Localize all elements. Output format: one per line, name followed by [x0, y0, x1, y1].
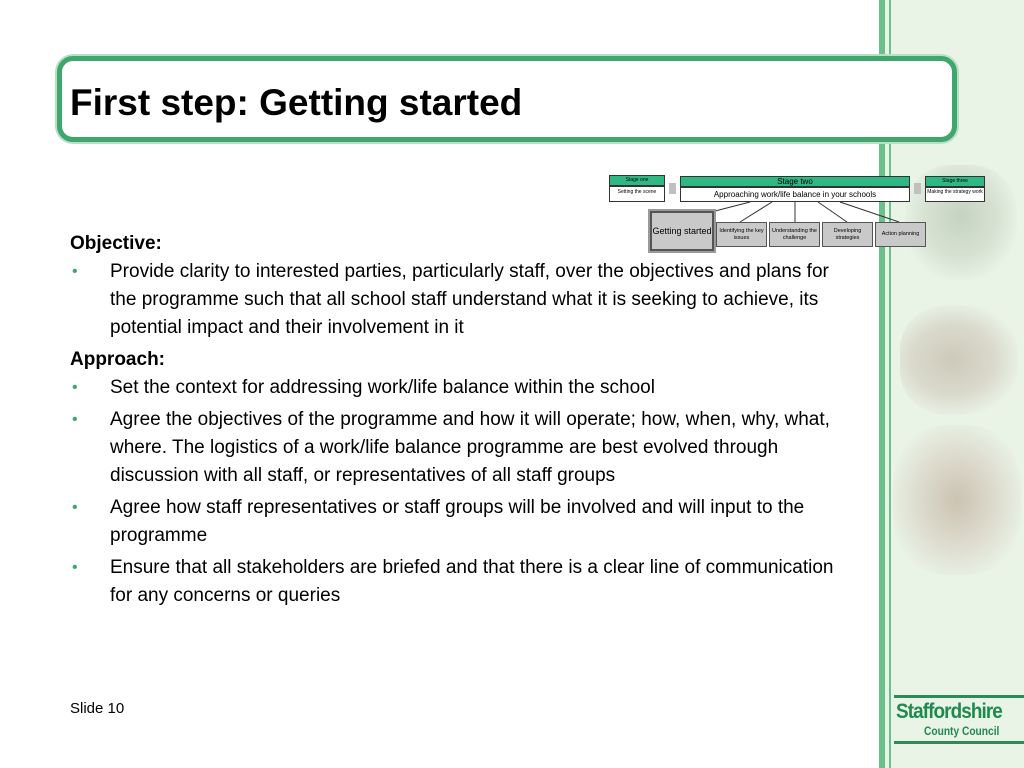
slide-body: [70, 230, 860, 614]
objective-heading: Objective:: [70, 233, 162, 254]
bullet-icon: •: [72, 411, 78, 428]
council-logo: [894, 693, 1024, 745]
bullet-item: [70, 494, 860, 550]
stage-two-body: Approaching work/life balance in your schools: [680, 187, 910, 202]
bullet-text: Ensure that all stakeholders are briefed and that there is a clear line of communication for any concerns or queries: [110, 557, 834, 606]
approach-heading: Approach:: [70, 349, 165, 370]
bullet-item: [70, 258, 860, 342]
stage-one-header: Stage one: [609, 175, 665, 186]
stage-three-body: Making the strategy work: [925, 187, 985, 202]
bullet-text: Provide clarity to interested parties, particularly staff, over the objectives and plans for the programme such that all school staff understand what it is seeking to achieve, its potential impact and their involvement in it: [110, 261, 829, 338]
logo-name: Staffordshire: [896, 700, 1002, 723]
bullet-item: [70, 406, 860, 490]
sub-step-box: Identifying the key issues: [716, 222, 767, 247]
stage-two-header: Stage two: [680, 176, 910, 187]
slide-title: First step: Getting started: [70, 82, 523, 123]
bullet-item: [70, 554, 860, 610]
bullet-icon: •: [72, 379, 78, 396]
stage-one-body: Setting the scene: [609, 186, 665, 202]
logo-subtitle: County Council: [924, 724, 1000, 738]
bullet-text: Agree the objectives of the programme and how it will operate; how, when, why, what, where. The logistics of a work/life balance programme are best evolved through discussion with all staff, or representatives of all staff groups: [110, 409, 830, 486]
bullet-icon: •: [72, 263, 78, 280]
bullet-item: [70, 374, 860, 402]
sub-step-box: Action planning: [875, 222, 926, 247]
bullet-text: Agree how staff representatives or staff groups will be involved and will input to the programme: [110, 497, 805, 546]
bullet-icon: •: [72, 559, 78, 576]
bullet-icon: •: [72, 499, 78, 516]
logo-rule: [894, 741, 1024, 744]
logo-rule: [894, 695, 1024, 698]
sub-step-box: Understanding the challenge: [769, 222, 820, 247]
slide-number: Slide 10: [70, 700, 125, 717]
bullet-text: Set the context for addressing work/life balance within the school: [110, 377, 655, 398]
sub-step-box: Developing strategies: [822, 222, 873, 247]
stage-three-header: Stage three: [925, 176, 985, 187]
current-step-box: Getting started: [650, 211, 714, 251]
